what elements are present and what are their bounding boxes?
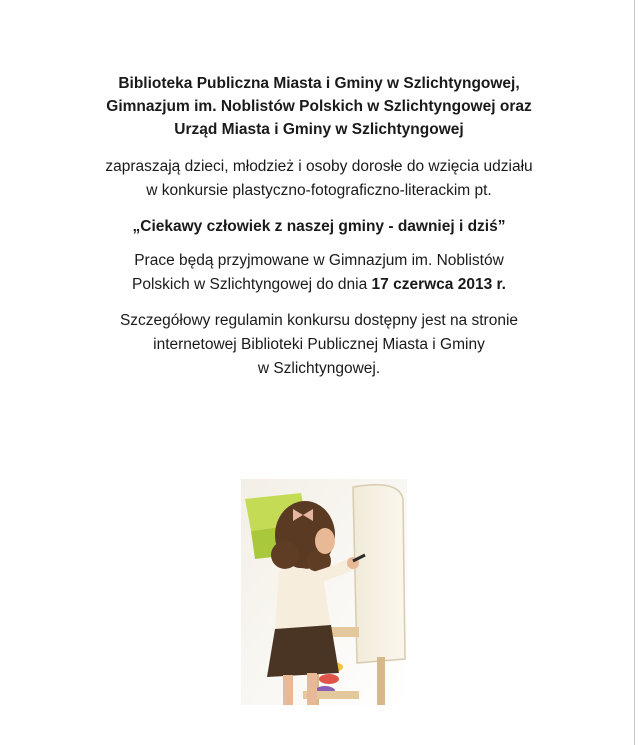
organizer-line: Urząd Miasta i Gminy w Szlichtyngowej — [174, 121, 464, 138]
easel-board — [353, 485, 405, 663]
invitation-document — [0, 72, 638, 381]
invitation-line: zapraszają dzieci, młodzież i osoby dorosłe do wzięcia udziału — [105, 158, 533, 175]
deadline-date: 17 czerwca 2013 r. — [371, 276, 506, 293]
rules-line: internetowej Biblioteki Publicznej Miasta i Gminy — [153, 336, 485, 353]
submission-prefix: Polskich w Szlichtyngowej do dnia — [132, 276, 372, 293]
girl-painting-photo — [241, 479, 407, 705]
girl-hair-curl — [271, 541, 299, 569]
organizer-line: Biblioteka Publiczna Miasta i Gminy w Szlichtyngowej, — [118, 75, 520, 92]
rules-text — [0, 309, 638, 381]
girl-skirt — [267, 625, 339, 677]
contest-title: „Ciekawy człowiek z naszej gminy - dawniej i dziś” — [132, 218, 506, 235]
organizer-line: Gimnazjum im. Noblistów Polskich w Szlichtyngowej oraz — [106, 98, 532, 115]
rules-line: Szczegółowy regulamin konkursu dostępny jest na stronie — [119, 312, 519, 329]
girl-leg — [283, 675, 293, 705]
invitation-text — [0, 155, 638, 203]
submission-line: Prace będą przyjmowane w Gimnazjum im. Noblistów — [134, 252, 504, 269]
submission-line — [0, 273, 638, 297]
paint-pot-red — [319, 674, 339, 684]
easel-leg — [377, 657, 385, 705]
girl-face — [315, 528, 335, 554]
invitation-line: w konkursie plastyczno-fotograficzno-literackim pt. — [146, 182, 492, 199]
submission-text — [0, 249, 638, 297]
girl-leg — [307, 673, 317, 705]
rules-line: w Szlichtyngowej. — [257, 360, 381, 377]
